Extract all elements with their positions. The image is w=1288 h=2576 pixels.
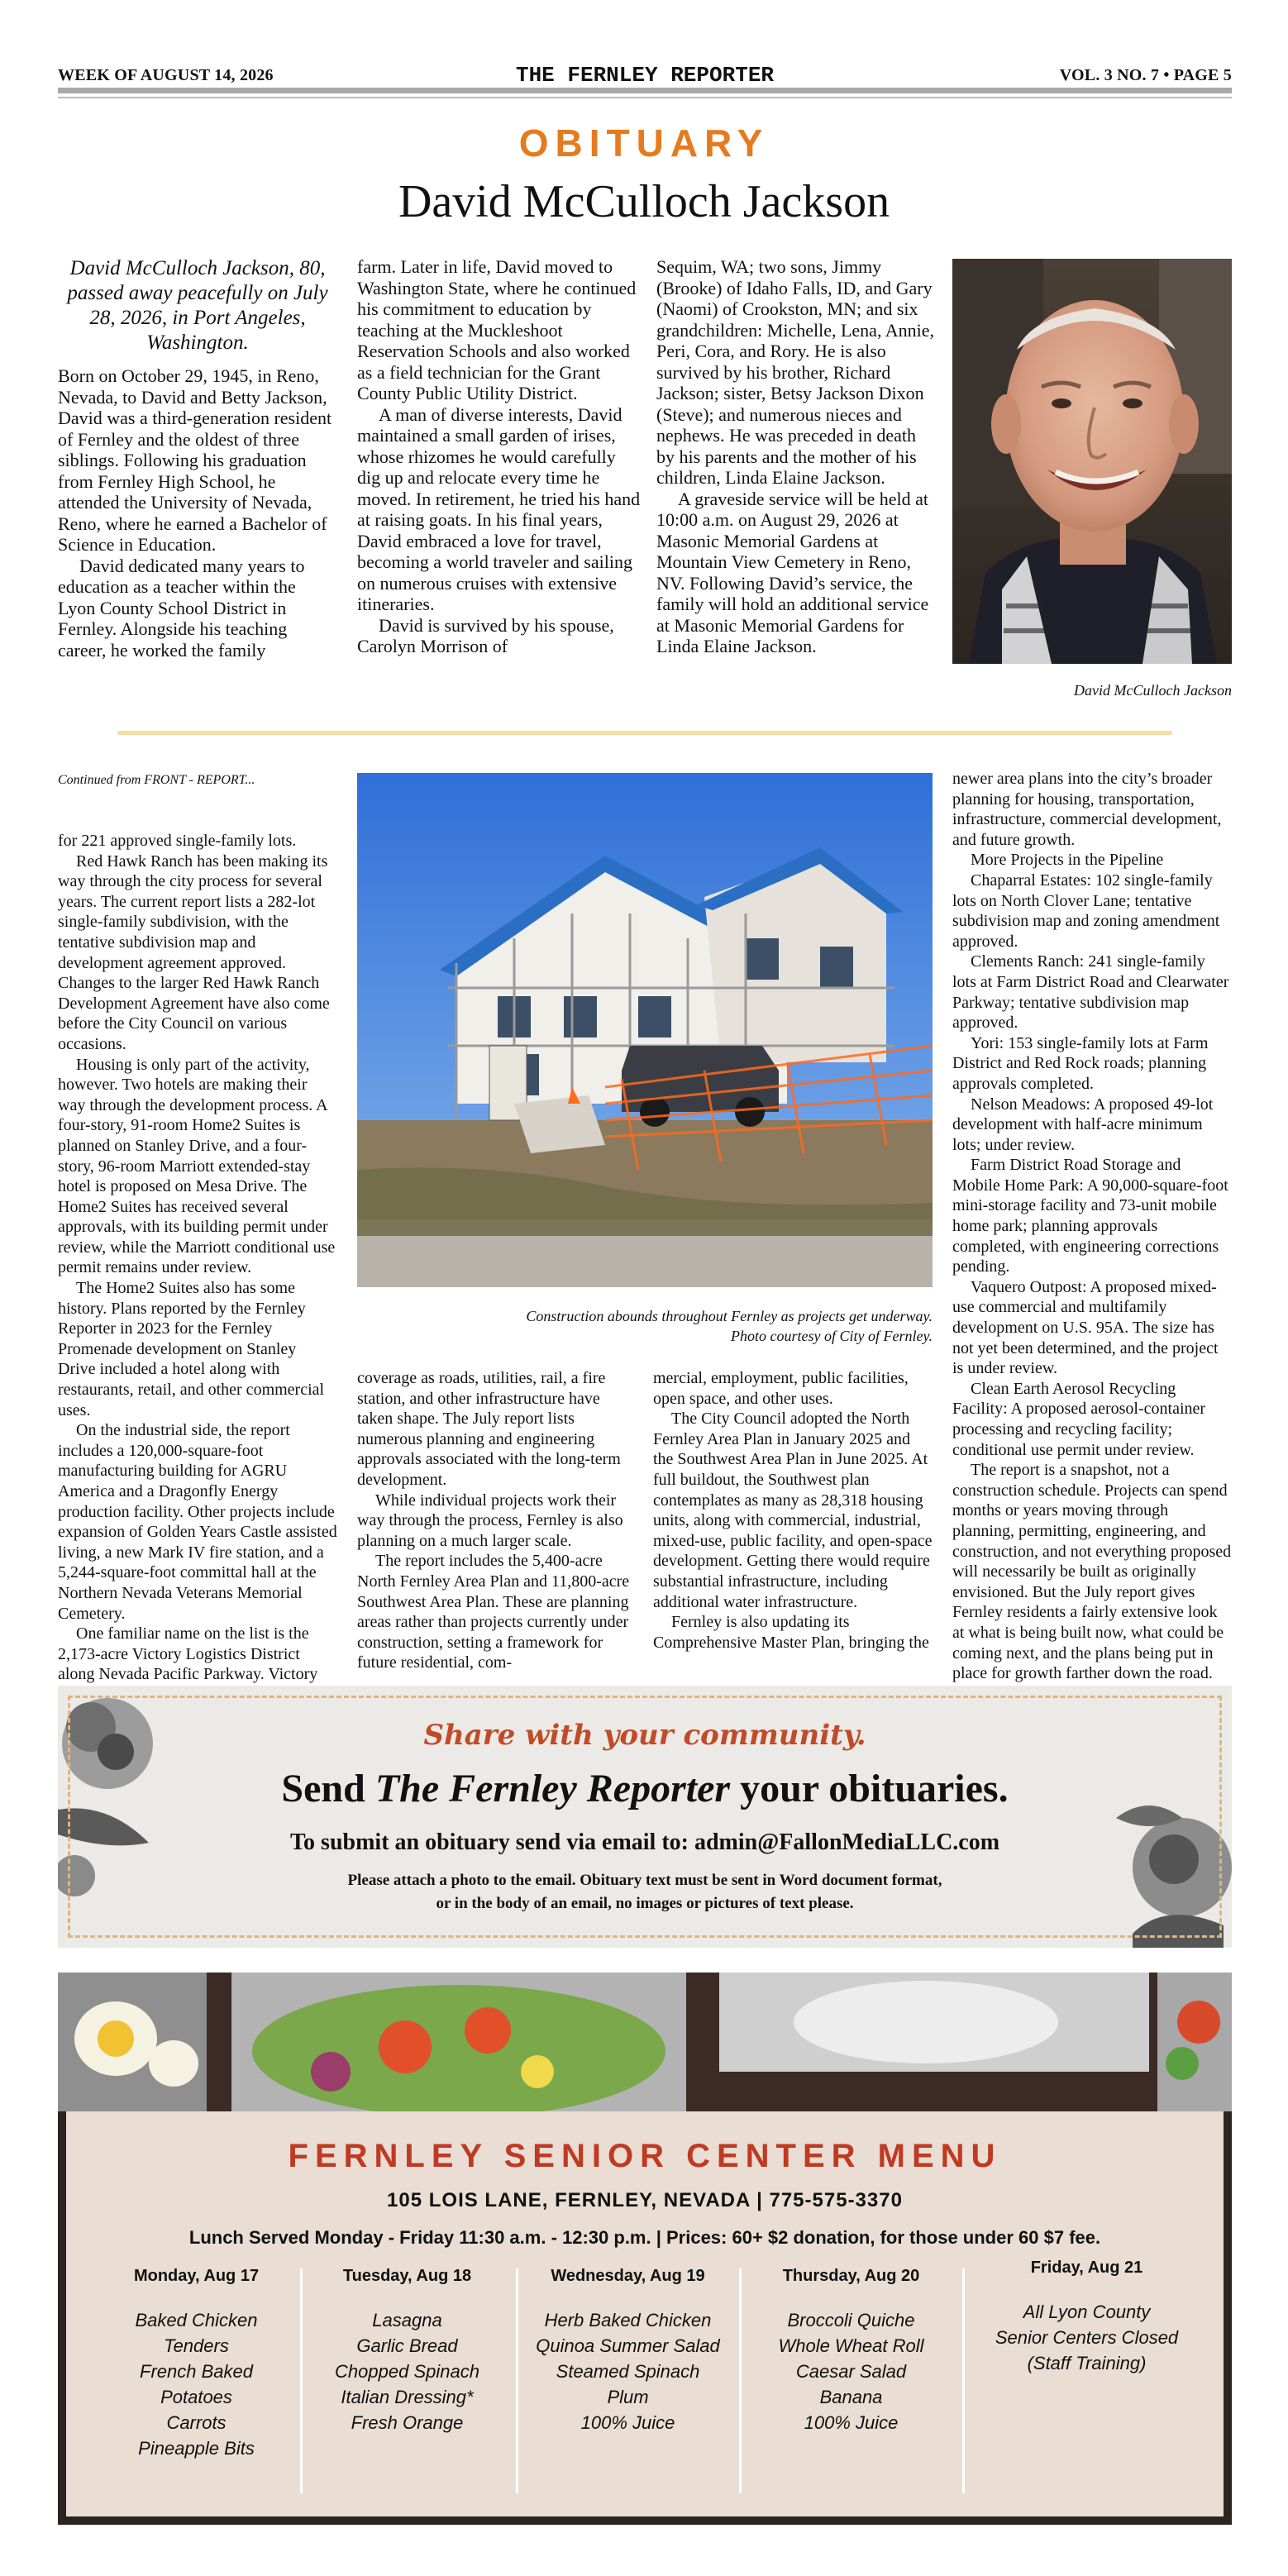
menu-item: Whole Wheat Roll	[778, 2335, 924, 2356]
section-kicker: OBITUARY	[518, 122, 770, 165]
paragraph: The Home2 Suites also has some history. Plans reported by the Fernley Reporter in 2023 for the Fernley Promenade development on Stanley Drive included a hotel along with restaurants, retail, and other commercial uses.	[58, 1279, 325, 1419]
paragraph: Sequim, WA; two sons, Jimmy (Brooke) of Idaho Falls, ID, and Gary (Naomi) of Crookston, MN; and six grandchildren: Michelle, Lena, Annie, Peri, Cora, and Rory. He is also survived by his brother, Richard Jackson; sister, Betsy Jackson Dixon (Steve); and numerous nieces and nephews. He was preceded in death by his parents and the mother of his children, Linda Elaine Jackson.	[656, 256, 934, 488]
obituary-column-1	[58, 256, 337, 661]
paragraph: Nelson Meadows: A proposed 49-lot development with half-acre minimum lots; under review.	[952, 1095, 1214, 1154]
menu-item: Fresh Orange	[351, 2412, 464, 2433]
paragraph: for 221 approved single-family lots.	[58, 832, 297, 850]
column-divider	[516, 2268, 518, 2493]
paragraph: On the industrial side, the report includes a 120,000-square-foot manufacturing building for AGRU America and a Dragonfly Energy production facility. Other projects include expansion of Golden Years Castle assisted living, a new Mark IV fire station, and a 5,244-square-foot committal hall at the Northern Nevada Veterans Memorial Cemetery.	[58, 1421, 337, 1623]
portrait-caption: David McCulloch Jackson	[1074, 682, 1232, 699]
masthead-name: THE FERNLEY REPORTER	[515, 63, 775, 88]
paragraph: The report includes the 5,400-acre North Fernley Area Plan and 11,800-acre Southwest Area Plan. These are planning areas rather than projects currently under construction, setting a framework for future residential, com-	[357, 1552, 630, 1672]
construction-caption	[357, 1306, 933, 1346]
senior-center-menu	[58, 1973, 1232, 2525]
paragraph: mercial, employment, public facilities, open space, and other uses.	[653, 1369, 909, 1408]
paragraph: A man of diverse interests, David maintained a small garden of irises, whose rhizomes he would carefully dig up and relocate every time he moved. In retirement, he tried his hand at raising goats. In his final years, David embraced a love for travel, becoming a world traveler and sailing on numerous cruises with extensive itineraries.	[357, 403, 641, 614]
submission-note	[58, 1869, 1232, 1915]
menu-item: Banana	[819, 2387, 883, 2407]
header-rule-thin	[58, 97, 1232, 98]
day-heading: Tuesday, Aug 18	[342, 2267, 472, 2285]
day-heading: Wednesday, Aug 19	[551, 2267, 705, 2285]
paragraph: Vaquero Outpost: A proposed mixed-use commercial and multifamily development on U.S. 95A. The size has not yet been determined, and the project is under review.	[952, 1277, 1219, 1378]
menu-item: Potatoes	[160, 2387, 232, 2407]
menu-item: French Baked	[140, 2361, 253, 2382]
headline-post: your obituaries.	[730, 1767, 1009, 1810]
menu-title: FERNLEY SENIOR CENTER MENU	[288, 2138, 1002, 2174]
paragraph: Chaparral Estates: 102 single-family lots on North Clover Lane; tentative subdivision map and zoning amendment approved.	[952, 871, 1220, 951]
menu-day-tuesday	[306, 2267, 508, 2498]
food-photo-strip	[58, 1973, 1232, 2111]
menu-item: Chopped Spinach	[335, 2361, 479, 2382]
menu-item: Quinoa Summer Salad	[536, 2335, 720, 2356]
obituary-headline: David McCulloch Jackson	[398, 176, 890, 227]
banner-tagline: Share with your community.	[423, 1719, 866, 1752]
paragraph: The report is a snapshot, not a construction schedule. Projects can spend months or years moving through planning, permitting, engineering, and construction, and not everything proposed will necessarily be built as originally envisioned. But the July report gives Fernley residents a fairly extensive look at what is being built now, what could be coming next, and the plans being put in place for growth farther down the road.	[952, 1461, 1232, 1683]
article-column-4	[952, 769, 1232, 1684]
menu-item: Lasagna	[372, 2310, 442, 2330]
construction-photo	[357, 773, 933, 1287]
day-heading: Monday, Aug 17	[133, 2267, 260, 2285]
note-line: or in the body of an email, no images or pictures of text please.	[436, 1895, 854, 1912]
menu-item: Herb Baked Chicken	[544, 2310, 712, 2330]
article-column-3	[653, 1368, 933, 1653]
paragraph: A graveside service will be held at 10:00 a.m. on August 29, 2026 at Masonic Memorial Gardens at Mountain View Cemetery in Reno, NV. Following David’s service, the family will hold an additional service at Masonic Memorial Gardens for Linda Elaine Jackson.	[656, 488, 929, 656]
paragraph: David dedicated many years to education as a teacher within the Lyon County School District in Fernley. Alongside his teaching career, he worked the family	[58, 555, 305, 661]
menu-item: 100% Juice	[804, 2412, 899, 2433]
menu-address: 105 LOIS LANE, FERNLEY, NEVADA | 775-575-3370	[387, 2189, 903, 2211]
paragraph: Clements Ranch: 241 single-family lots at Farm District Road and Clearwater Parkway; tentative subdivision map approved.	[952, 952, 1229, 1033]
paragraph: David is survived by his spouse, Carolyn Morrison of	[357, 614, 614, 656]
paragraph: Housing is only part of the activity, however. Two hotels are making their way through the development process. A four-story, 91-room Home2 Suites is planned on Stanley Drive, and a four-story, 96-room Marriott extended-stay hotel is proposed on Mesa Drive. The Home2 Suites has received several approvals, with its building permit under review, while the Marriott conditional use permit remains under review.	[58, 1055, 336, 1277]
paragraph: One familiar name on the list is the 2,173-acre Victory Logistics District along Nevada Pacific Parkway. Victory	[58, 1624, 318, 1684]
volume-page: VOL. 3 NO. 7 • PAGE 5	[1059, 66, 1232, 84]
paragraph: While individual projects work their way through the process, Fernley is also planning on a much larger scale.	[357, 1491, 623, 1550]
menu-item: All Lyon County	[1023, 2302, 1151, 2322]
obituary-column-2	[357, 256, 642, 657]
obituary-intro: David McCulloch Jackson, 80, passed away peacefully on July 28, 2026, in Port Angeles, Washington.	[67, 257, 328, 354]
headline-paper-name: The Fernley Reporter	[374, 1767, 731, 1810]
page-header	[58, 61, 1232, 89]
article-column-2	[357, 1368, 637, 1673]
obituary-submission-ad	[58, 1686, 1232, 1948]
paragraph: Red Hawk Ranch has been making its way through the city process for several years. The current report lists a 282-lot single-family subdivision, with the tentative subdivision map and development agreement approved. Changes to the larger Red Hawk Ranch Development Agreement have also come before the City Council on various occasions.	[58, 852, 330, 1053]
menu-hours: Lunch Served Monday - Friday 11:30 a.m. - 12:30 p.m. | Prices: 60+ $2 donation, for those under 60 $7 fee.	[188, 2227, 1101, 2248]
note-line: Please attach a photo to the email. Obituary text must be sent in Word document format,	[347, 1872, 942, 1889]
paragraph: Clean Earth Aerosol Recycling Facility: A proposed aerosol-container processing and recycling facility; conditional use permit under review.	[952, 1379, 1206, 1459]
column-divider	[300, 2268, 303, 2493]
menu-item: Pineapple Bits	[138, 2438, 255, 2459]
paragraph: Yori: 153 single-family lots at Farm District and Red Rock roads; planning approvals completed.	[952, 1033, 1209, 1093]
menu-day-wednesday	[522, 2267, 733, 2498]
subhead: More Projects in the Pipeline	[971, 851, 1164, 870]
paragraph: coverage as roads, utilities, rail, a fire station, and other infrastructure have taken shape. The July report lists numerous planning and engineering approvals associated with the long-term development.	[357, 1369, 621, 1489]
day-heading: Friday, Aug 21	[1030, 2259, 1143, 2277]
paragraph: Farm District Road Storage and Mobile Home Park: A 90,000-square-foot mini-storage facility and 73-unit mobile home park; planning approvals completed, with engineering corrections pending.	[952, 1156, 1228, 1276]
continued-from-label: Continued from FRONT - REPORT...	[58, 773, 255, 787]
menu-item: Italian Dressing*	[341, 2387, 474, 2407]
menu-item: Steamed Spinach	[556, 2361, 700, 2382]
obituary-column-3	[656, 256, 936, 657]
paragraph: The City Council adopted the North Fernley Area Plan in January 2025 and the Southwest Area Plan in June 2025. At full buildout, the Southwest plan contemplates as many as 28,318 housing units, along with commercial, industrial, mixed-use, public facility, and open-space development. Getting there would require substantial infrastructure, including additional water infrastructure.	[653, 1410, 933, 1611]
issue-week: WEEK OF AUGUST 14, 2026	[58, 66, 274, 84]
section-divider	[117, 731, 1172, 735]
column-divider	[739, 2268, 742, 2493]
portrait-photo	[952, 259, 1232, 664]
menu-card	[66, 2111, 1224, 2516]
paragraph: newer area plans into the city’s broader planning for housing, transportation, infrastructure, commercial development, and future growth.	[952, 770, 1222, 849]
caption-credit: Photo courtesy of City of Fernley.	[731, 1328, 933, 1344]
menu-item: Tenders	[164, 2335, 229, 2356]
paragraph: farm. Later in life, David moved to Washington State, where he continued his commitment to education by teaching at the Muckleshoot Reservation Schools and also worked as a field technician for the Grant County Public Utility District.	[357, 256, 637, 403]
caption-line-1: Construction abounds throughout Fernley as projects get underway.	[526, 1308, 933, 1324]
banner-headline	[58, 1766, 1232, 1811]
menu-item: Carrots	[166, 2412, 227, 2433]
menu-item: Broccoli Quiche	[787, 2310, 915, 2330]
header-rule	[58, 88, 1232, 93]
column-divider	[962, 2268, 965, 2493]
menu-item: (Staff Training)	[1027, 2353, 1147, 2373]
menu-day-friday	[969, 2259, 1205, 2490]
menu-day-monday	[99, 2267, 293, 2498]
submission-email: To submit an obituary send via email to: admin@FallonMediaLLC.com	[289, 1829, 1000, 1855]
headline-pre: Send	[281, 1767, 375, 1810]
menu-item: 100% Juice	[580, 2412, 675, 2433]
menu-item: Caesar Salad	[795, 2361, 907, 2382]
paragraph: Fernley is also updating its Comprehensive Master Plan, bringing the	[653, 1613, 929, 1652]
menu-item: Baked Chicken	[135, 2310, 258, 2330]
menu-day-thursday	[746, 2267, 956, 2498]
menu-item: Plum	[607, 2387, 649, 2407]
menu-item: Senior Centers Closed	[995, 2327, 1179, 2348]
menu-item: Garlic Bread	[356, 2335, 458, 2356]
article-column-1	[58, 831, 337, 1705]
day-heading: Thursday, Aug 20	[782, 2267, 920, 2285]
paragraph: Born on October 29, 1945, in Reno, Nevada, to David and Betty Jackson, David was a third-generation resident of Fernley and the oldest of three siblings. Following his graduation from Fernley High School, he attended the University of Nevada, Reno, where he earned a Bachelor of Science in Education.	[58, 365, 332, 555]
